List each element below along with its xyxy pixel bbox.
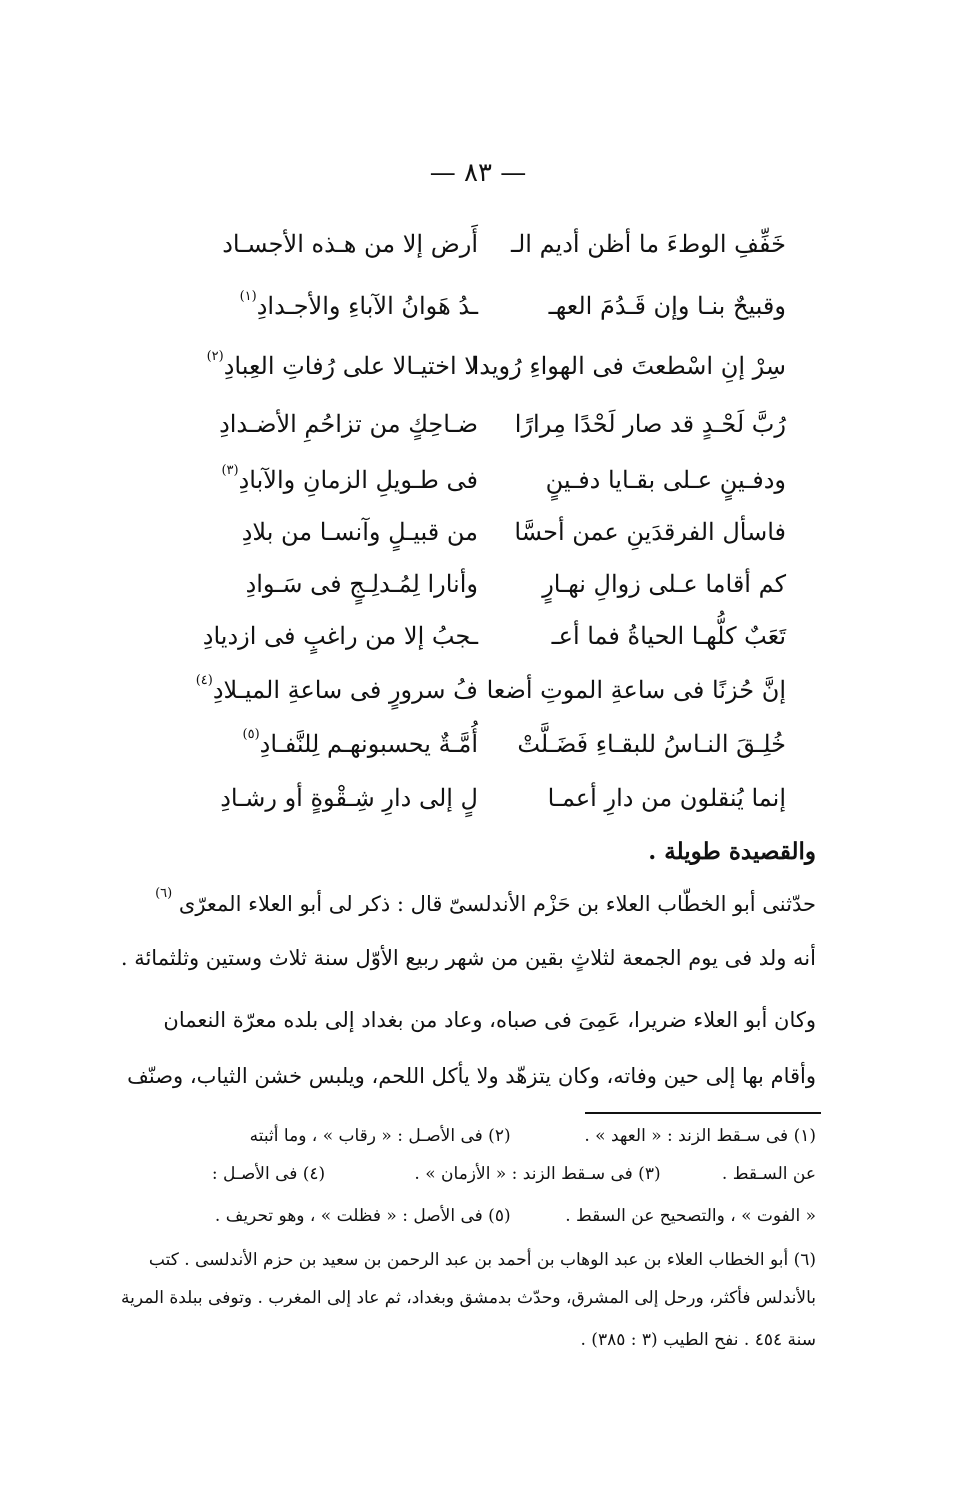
- footnote-divider: [585, 1112, 821, 1114]
- verse-9-second-hemistich: فُ سرورٍ فى ساعةِ الميـلادِ$^{(٤)}$: [195, 673, 478, 704]
- footnote-3: (٣) فى سـقط الزند : « الأزمان » .: [414, 1164, 661, 1184]
- footnote-row-2: [212, 1164, 816, 1184]
- footnote-row-1: [250, 1126, 816, 1146]
- footnote-4: (٤) فى الأصـل :: [211, 1164, 326, 1184]
- verse-11-first-hemistich: إنما يُنقلون من دارِ أعمـا: [547, 784, 786, 812]
- verse-3-first-hemistich: سِرْ إنِ اسْطعتَ فى الهواءِ رُويدا: [472, 352, 786, 380]
- verse-11-second-hemistich: لٍ إلى دارِ شِـقْوةٍ أو رشـادِ: [220, 784, 478, 812]
- verse-10-second-hemistich: أُمَّـةٌ يحسبونهـم لِلنَّفـادِ$^{(٥)}$: [242, 727, 478, 758]
- footnote-mark-4: (٤): [195, 673, 213, 688]
- verse-8-second-hemistich: ـجبُ إلا من راغبٍ فى ازديادِ: [202, 622, 478, 650]
- footnote-5: (٥) فى الأصل : « فظلت » ، وهو تحريف .: [214, 1206, 511, 1226]
- prose-line-1: حدّثنى أبو الخطّاب العلاء بن حَزْم الأندلسىّ قال : ذكر لى أبو العلاء المعرّى $^{(٦)}$: [155, 886, 816, 916]
- verse-7-first-hemistich: كم أقاما عـلى زوالِ نهـارٍ: [542, 570, 786, 598]
- poem-note: والقصيدة طويلة .: [648, 838, 816, 865]
- footnote-mark-1: (١): [239, 289, 257, 304]
- footnote-6-line-2: بالأندلس فأكثر، ورحل إلى المشرق، وحدّث بدمشق وبغداد، ثم عاد إلى المغرب . وتوفى ببلدة المرية: [120, 1288, 816, 1308]
- footnote-mark-6: (٦): [155, 886, 173, 901]
- verse-6-first-hemistich: فاسأل الفرقدَينِ عمن أحسَّا: [514, 518, 786, 546]
- footnote-mark-3: (٣): [221, 463, 239, 478]
- verse-2-first-hemistich: وقبيحٌ بنـا وإن قَـدُمَ العهـ: [548, 292, 786, 320]
- verse-2-second-hemistich: ـدُ هَوانُ الآباءِ والأجـدادِ$^{(١)}$: [239, 289, 478, 320]
- footnote-4-cont: « الفوت » ، والتصحيح عن السقط .: [565, 1206, 816, 1226]
- prose-line-4: وأقام بها إلى حين وفاته، وكان يتزهّد ولا يأكل اللحم، ويلبس خشن الثياب، وصنّف: [127, 1064, 816, 1088]
- verse-5-second-hemistich: فى طـويلِ الزمانِ والآبادِ$^{(٣)}$: [221, 463, 478, 494]
- page-number: — ٨٣ —: [429, 158, 527, 188]
- footnote-mark-5: (٥): [242, 727, 260, 742]
- footnote-2-cont: عن السـقط .: [721, 1164, 816, 1184]
- prose-line-3: وكان أبو العلاء ضريرا، عَمِىَ فى صباه، وعاد من بغداد إلى بلده معرّة النعمان: [163, 1008, 816, 1032]
- verse-9-first-hemistich: إنَّ حُزنًا فى ساعةِ الموتِ أضعا: [486, 676, 786, 704]
- verse-6-second-hemistich: من قبيـلٍ وآنسـا من بلادِ: [241, 518, 478, 546]
- verse-7-second-hemistich: وأنارا لِمُـدلِـجٍ فى سَـوادِ: [245, 570, 478, 598]
- verse-5-first-hemistich: ودفـينٍ عـلى بقـايا دفـينٍ: [545, 466, 786, 494]
- footnote-6-line-1: (٦) أبو الخطاب العلاء بن عبد الوهاب بن أحمد بن عبد الرحمن بن سعيد بن حزم الأندلسى . كتب: [148, 1250, 816, 1270]
- verse-8-first-hemistich: تَعَبٌ كلُّهـا الحياةُ فما أعـ: [551, 622, 786, 650]
- verse-1-second-hemistich: أَرض إلا من هـذه الأجسـاد: [222, 230, 478, 258]
- verse-4-first-hemistich: رُبَّ لَحْـدٍ قد صار لَحْدًا مِرارًا: [514, 410, 786, 438]
- footnote-6-line-3: سنة ٤٥٤ . نفح الطيب (٣ : ٣٨٥) .: [580, 1330, 816, 1350]
- footnote-row-3: [215, 1206, 816, 1226]
- prose-line-2: أنه ولد فى يوم الجمعة لثلاثٍ بقين من شهر ربيع الأوّل سنة ثلاث وستين وثلثمائة .: [120, 946, 816, 970]
- verse-1-first-hemistich: خَفِّفِ الوطءَ ما أظن أديم الـ: [510, 230, 786, 258]
- footnote-1: (١) فى سـقط الزند : « العهد » .: [584, 1126, 816, 1146]
- verse-10-first-hemistich: خُلِـقَ النـاسُ للبقـاءِ فَضَـلَّتْ: [517, 730, 786, 758]
- verse-4-second-hemistich: ضـاحِكٍ من تزاحُمِ الأضـدادِ: [219, 410, 478, 438]
- verse-3-second-hemistich: لا اختيـالا على رُفاتِ العِبادِ$^{(٢)}$: [206, 349, 478, 380]
- footnote-2: (٢) فى الأصـل : « رقاب » ، وما أثبته: [249, 1126, 511, 1146]
- footnote-mark-2: (٢): [206, 349, 224, 364]
